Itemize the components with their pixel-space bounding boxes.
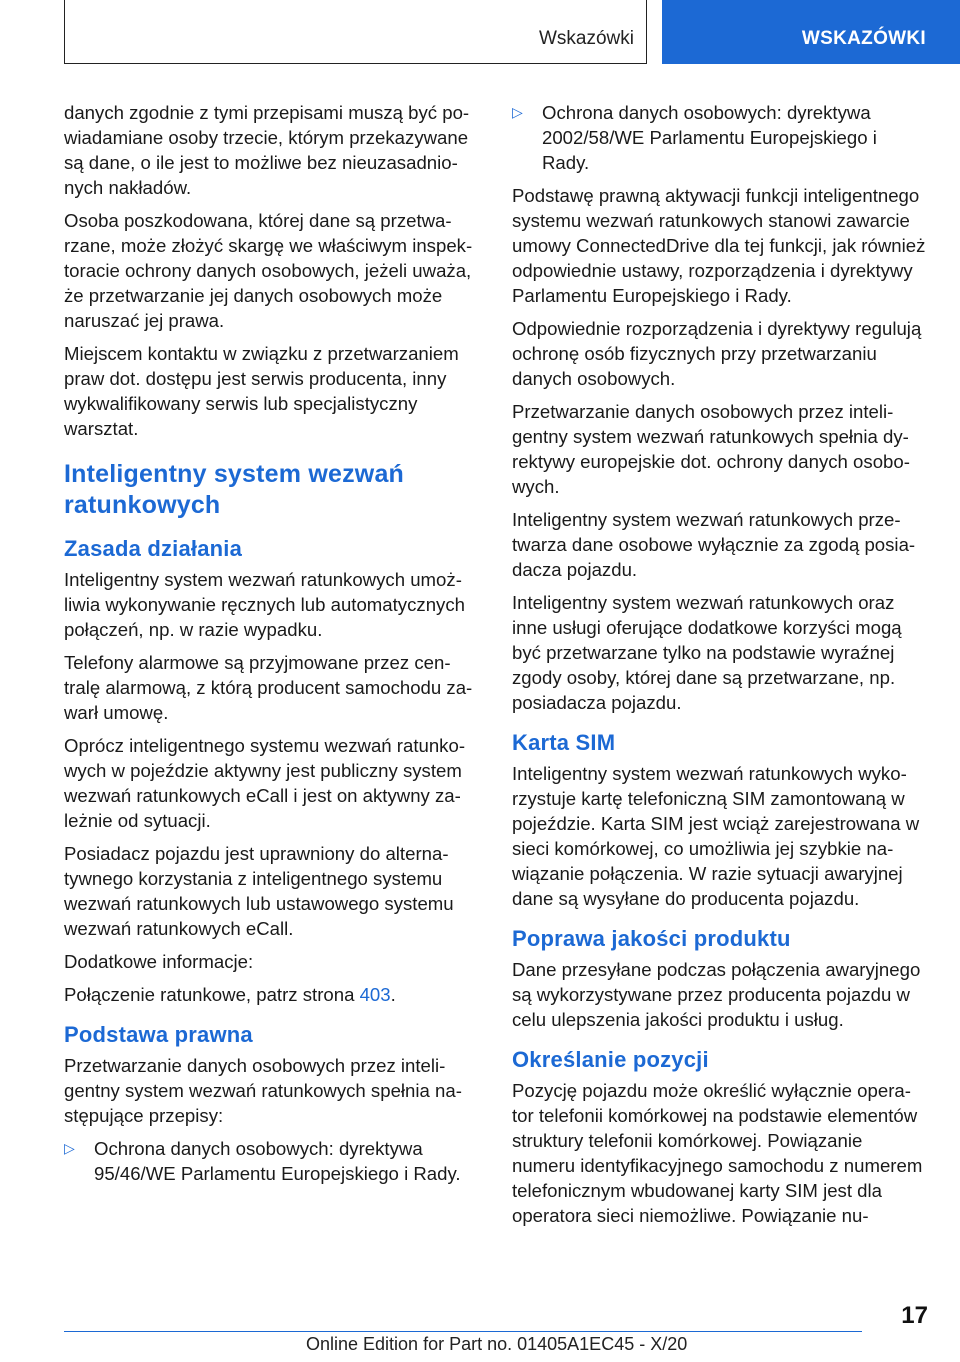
left-column [64, 100, 478, 1194]
header-chapter-label: WSKAZÓWKI [801, 28, 926, 49]
link-prefix: Połączenie ratunkowe, patrz strona [64, 984, 360, 1005]
paragraph: danych zgodnie z tymi przepisami muszą być powiadamiane osoby trzecie, którym przekazywane są dane, o ile jest to możliwe bez nieuzasadnionych nakładów. [64, 102, 470, 198]
subsection-heading-pozycja: Określanie pozycji [512, 1047, 709, 1072]
triangle-bullet-icon: ▷ [64, 1140, 75, 1156]
section-heading-system: Inteligentny system wezwań ratunkowych [64, 460, 405, 519]
paragraph: Inteligentny system wezwań ratunkowych wykorzystuje kartę telefoniczną SIM zamontowaną w pojeździe. Karta SIM jest wciąż zarejestrowana w sieci komórkowej, co umożliwia jej szybkie nawiązanie połączenia. W razie sytuacji awaryjnej dane są wysyłane do producenta pojazdu. [512, 763, 920, 909]
page-link-403[interactable]: 403 [359, 984, 391, 1005]
footer-divider [64, 1331, 862, 1332]
subsection-heading-sim: Karta SIM [512, 730, 616, 755]
paragraph: Inteligentny system wezwań ratunkowych umożliwia wykonywanie ręcznych lub automatycznych połączeń, np. w razie wypadku. [64, 569, 465, 640]
paragraph: Przetwarzanie danych osobowych przez inteligentny system wezwań ratunkowych spełnia dyrektywy europejskie dot. ochrony danych osobowych. [512, 401, 910, 497]
paragraph: Pozycję pojazdu może określić wyłącznie operator telefonii komórkowej na podstawie elementów struktury telefonii komórkowej. Powiązanie numeru identyfikacyjnego samochodu z numerem telefonicznym wbudowanej karty SIM jest dla operatora sieci niemożliwe. Powiązanie nu- [512, 1080, 923, 1226]
paragraph: Podstawę prawną aktywacji funkcji inteligentnego systemu wezwań ratunkowych stanowi zawarcie umowy ConnectedDrive dla tej funkcji, jak również odpowiednie ustawy, rozporządzenia i dyrektywy Parlamentu Europejskiego i Rady. [512, 185, 926, 306]
paragraph: Posiadacz pojazdu jest uprawniony do alternatywnego korzystania z inteligentnego systemu wezwań ratunkowych lub ustawowego systemu wezwań ratunkowych eCall. [64, 843, 454, 939]
triangle-bullet-icon: ▷ [512, 104, 523, 120]
footer-edition-text: Online Edition for Part no. 01405A1EC45 - X/20 [306, 1334, 688, 1354]
right-column [512, 100, 926, 1236]
subsection-heading-podstawa: Podstawa prawna [64, 1022, 253, 1047]
paragraph: Inteligentny system wezwań ratunkowych oraz inne usługi oferujące dodatkowe korzyści mogą być przetwarzane tylko na podstawie wyraźnej zgody osoby, której dane są przetwarzane, np. posiadacza pojazdu. [512, 592, 902, 713]
paragraph: Miejscem kontaktu w związku z przetwarzaniem praw dot. dostępu jest serwis producenta, inny wykwalifikowany serwis lub specjalistyczny warsztat. [64, 343, 459, 439]
list-item [64, 1136, 478, 1186]
page-number: 17 [901, 1302, 928, 1329]
list-item-text: Ochrona danych osobowych: dyrektywa 95/46/WE Parlamentu Europejskiego i Rady. [94, 1138, 461, 1184]
subsection-heading-zasada: Zasada działania [64, 536, 243, 561]
paragraph-with-link [64, 982, 478, 1007]
header-section-label: Wskazówki [538, 28, 634, 49]
list-item-text: Ochrona danych osobowych: dyrektywa 2002/58/WE Parlamentu Europejskiego i Rady. [542, 102, 877, 173]
paragraph: Odpowiednie rozporządzenia i dyrektywy regulują ochronę osób fizycznych przy przetwarzaniu danych osobowych. [512, 318, 922, 389]
list-item [512, 100, 926, 175]
paragraph: Inteligentny system wezwań ratunkowych przetwarza dane osobowe wyłącznie za zgodą posiadacza pojazdu. [512, 509, 916, 580]
header-left-box [64, 0, 647, 64]
link-suffix: . [390, 984, 396, 1005]
paragraph: Osoba poszkodowana, której dane są przetwarzane, może złożyć skargę we właściwym inspektoracie ochrony danych osobowych, jeżeli uważa, że przetwarzanie jej danych osobowych może naruszać jej prawa. [64, 210, 473, 331]
subsection-heading-jakosc: Poprawa jakości produktu [512, 926, 791, 951]
paragraph: Dodatkowe informacje: [64, 951, 254, 972]
paragraph: Telefony alarmowe są przyjmowane przez centralę alarmową, z którą producent samochodu zawarł umowę. [64, 652, 473, 723]
paragraph: Dane przesyłane podczas połączenia awaryjnego są wykorzystywane przez producenta pojazdu w celu ulepszenia jakości produktu i usług. [512, 959, 921, 1030]
paragraph: Przetwarzanie danych osobowych przez inteligentny system wezwań ratunkowych spełnia następujące przepisy: [64, 1055, 462, 1126]
header-chapter-tab[interactable] [662, 0, 960, 64]
paragraph: Oprócz inteligentnego systemu wezwań ratunkowych w pojeździe aktywny jest publiczny system wezwań ratunkowych eCall i jest on aktywny zależnie od sytuacji. [64, 735, 466, 831]
